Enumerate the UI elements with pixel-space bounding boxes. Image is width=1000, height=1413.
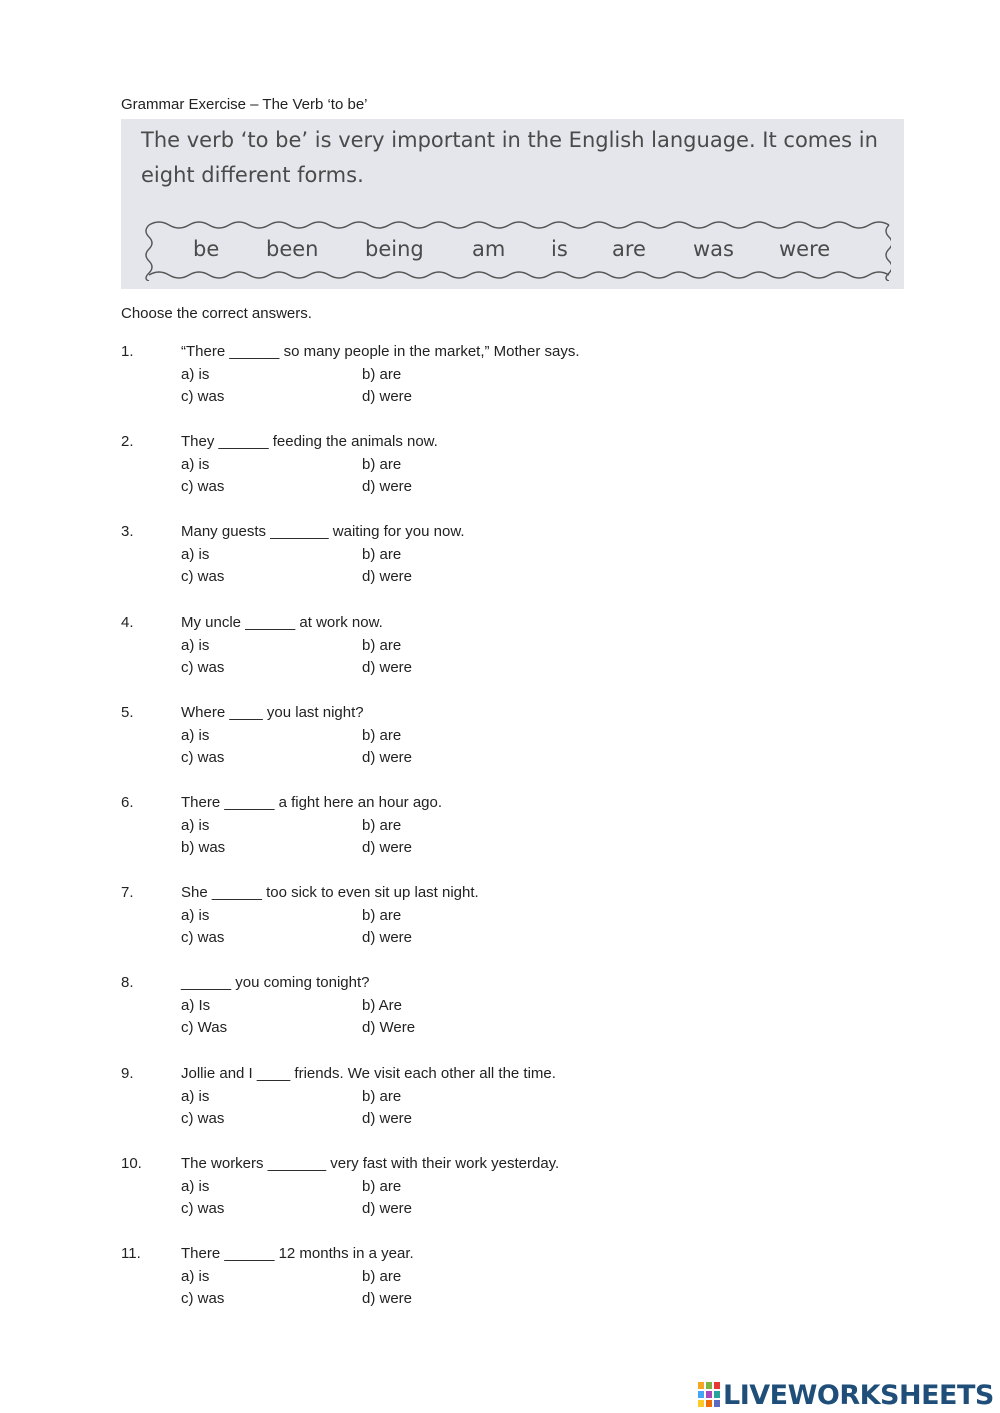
liveworksheets-logo [698, 1378, 994, 1412]
answer-option[interactable]: b) are [362, 907, 402, 924]
answer-option[interactable]: a) is [181, 1268, 210, 1285]
question-stem: My uncle ______ at work now. [181, 614, 383, 631]
answer-option[interactable]: a) is [181, 727, 210, 744]
answer-option[interactable]: c) was [181, 568, 225, 585]
answer-option[interactable]: a) is [181, 637, 210, 654]
answer-option[interactable]: c) was [181, 749, 225, 766]
answer-option[interactable]: a) Is [181, 997, 211, 1014]
answer-option[interactable]: d) were [362, 388, 413, 405]
answer-option[interactable]: c) was [181, 388, 225, 405]
answer-option[interactable]: b) Are [362, 997, 403, 1014]
question-number: 8. [121, 974, 134, 991]
worksheet-title: Grammar Exercise – The Verb ‘to be’ [121, 96, 368, 113]
question-stem: Many guests _______ waiting for you now. [181, 523, 465, 540]
verb-form: been [266, 237, 319, 261]
answer-option[interactable]: b) are [362, 366, 402, 383]
question-number: 5. [121, 704, 134, 721]
verb-form: were [779, 237, 831, 261]
verb-form: are [612, 237, 646, 261]
question-stem: Jollie and I ____ friends. We visit each other all the time. [181, 1065, 556, 1082]
answer-option[interactable]: c) was [181, 929, 225, 946]
answer-option[interactable]: b) are [362, 727, 402, 744]
answer-option[interactable]: a) is [181, 1088, 210, 1105]
question-stem: The workers _______ very fast with their work yesterday. [181, 1155, 560, 1172]
verb-form: was [693, 237, 734, 261]
answer-option[interactable]: d) were [362, 929, 413, 946]
answer-option[interactable]: d) were [362, 839, 413, 856]
question-number: 11. [121, 1245, 141, 1262]
answer-option[interactable]: b) are [362, 546, 402, 563]
verb-form: is [551, 237, 568, 261]
answer-option[interactable]: a) is [181, 817, 210, 834]
answer-option[interactable]: c) was [181, 1290, 225, 1307]
answer-option[interactable]: d) were [362, 1200, 413, 1217]
question-stem: She ______ too sick to even sit up last night. [181, 884, 479, 901]
verb-forms-banner [121, 119, 904, 289]
question-number: 10. [121, 1155, 142, 1172]
question-stem: They ______ feeding the animals now. [181, 433, 438, 450]
answer-option[interactable]: c) was [181, 1200, 225, 1217]
answer-option[interactable]: c) was [181, 659, 225, 676]
answer-option[interactable]: c) was [181, 478, 225, 495]
answer-option[interactable]: a) is [181, 546, 210, 563]
answer-option[interactable]: d) were [362, 478, 413, 495]
question-stem: Where ____ you last night? [181, 704, 364, 721]
answer-option[interactable]: b) are [362, 637, 402, 654]
answer-option[interactable]: d) were [362, 749, 413, 766]
answer-option[interactable]: a) is [181, 456, 210, 473]
instructions: Choose the correct answers. [121, 305, 312, 322]
logo-text: LIVEWORKSHEETS [723, 1379, 994, 1411]
logo-icon [698, 1382, 720, 1408]
answer-option[interactable]: d) Were [362, 1019, 416, 1036]
answer-option[interactable]: b) are [362, 1268, 402, 1285]
answer-option[interactable]: b) are [362, 817, 402, 834]
verb-form: being [365, 237, 424, 261]
answer-option[interactable]: d) were [362, 659, 413, 676]
answer-option[interactable]: d) were [362, 1290, 413, 1307]
answer-option[interactable]: d) were [362, 1110, 413, 1127]
question-stem: There ______ a fight here an hour ago. [181, 794, 443, 811]
verb-form: be [193, 237, 220, 261]
banner-text: The verb ‘to be’ is very important in the English language. It comes in eight different forms. [141, 128, 878, 187]
question-stem: There ______ 12 months in a year. [181, 1245, 414, 1262]
answer-option[interactable]: c) was [181, 1110, 225, 1127]
question-number: 4. [121, 614, 134, 631]
answer-option[interactable]: b) was [181, 839, 226, 856]
question-stem: “There ______ so many people in the market,” Mother says. [181, 343, 580, 360]
verb-form: am [472, 237, 506, 261]
question-number: 9. [121, 1065, 134, 1082]
answer-option[interactable]: b) are [362, 456, 402, 473]
verb-forms-list [161, 229, 881, 269]
answer-option[interactable]: a) is [181, 1178, 210, 1195]
answer-option[interactable]: b) are [362, 1088, 402, 1105]
question-number: 2. [121, 433, 134, 450]
question-stem: ______ you coming tonight? [181, 974, 370, 991]
answer-option[interactable]: a) is [181, 907, 210, 924]
answer-option[interactable]: a) is [181, 366, 210, 383]
question-number: 3. [121, 523, 134, 540]
question-number: 1. [121, 343, 134, 360]
question-number: 6. [121, 794, 134, 811]
answer-option[interactable]: b) are [362, 1178, 402, 1195]
answer-option[interactable]: d) were [362, 568, 413, 585]
question-number: 7. [121, 884, 134, 901]
answer-option[interactable]: c) Was [181, 1019, 228, 1036]
